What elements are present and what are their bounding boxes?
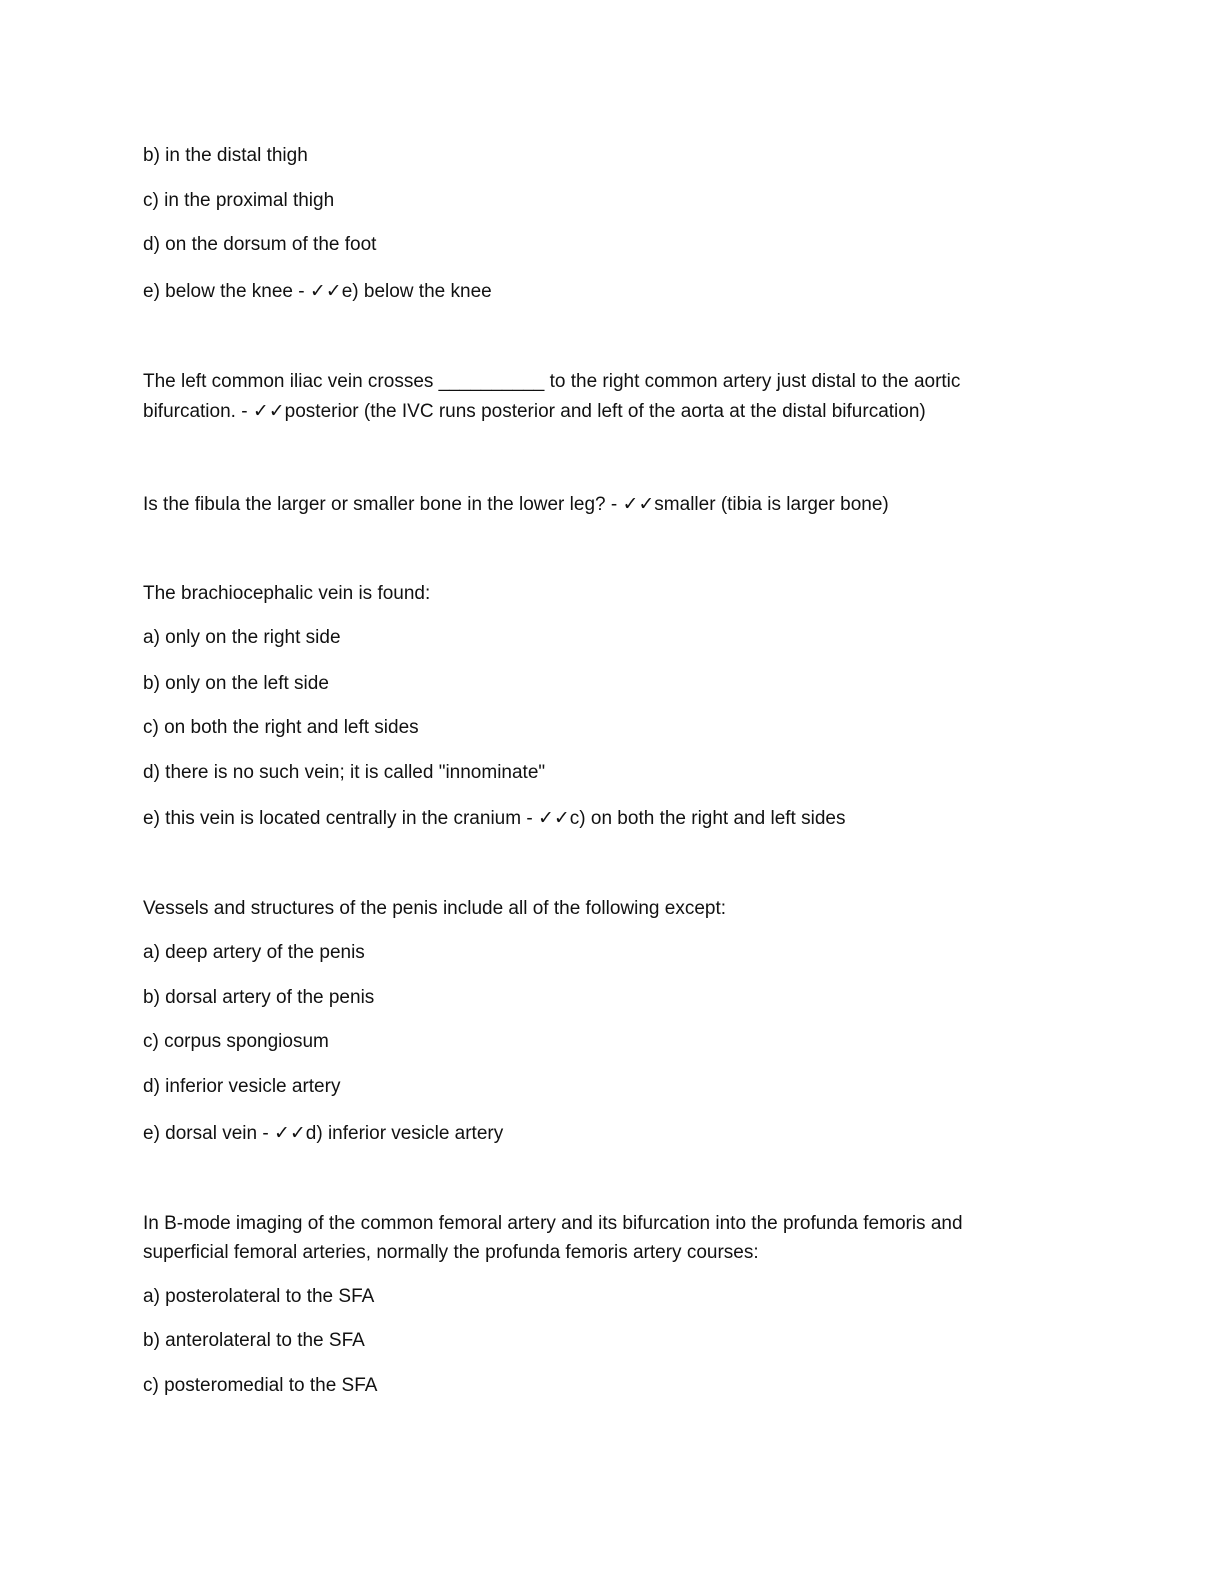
answer-line: e) below the knee - ✓✓e) below the knee	[143, 281, 492, 302]
option-line: a) only on the right side	[143, 627, 341, 648]
option-line: a) deep artery of the penis	[143, 942, 365, 963]
answer-line: bifurcation. - ✓✓posterior (the IVC runs posterior and left of the aorta at the distal bifurcation)	[143, 401, 926, 422]
option-line: d) inferior vesicle artery	[143, 1076, 341, 1097]
option-line: d) on the dorsum of the foot	[143, 234, 377, 255]
question-line: Vessels and structures of the penis include all of the following except:	[143, 898, 727, 919]
option-line: b) anterolateral to the SFA	[143, 1330, 365, 1351]
option-line: c) on both the right and left sides	[143, 717, 419, 738]
option-line: c) corpus spongiosum	[143, 1031, 329, 1052]
option-line: c) posteromedial to the SFA	[143, 1375, 378, 1396]
option-line: b) only on the left side	[143, 673, 329, 694]
question-line: The brachiocephalic vein is found:	[143, 583, 431, 604]
option-line: c) in the proximal thigh	[143, 190, 335, 211]
question-line: In B-mode imaging of the common femoral artery and its bifurcation into the profunda femoris and	[143, 1213, 963, 1234]
option-line: d) there is no such vein; it is called "innominate"	[143, 762, 546, 783]
option-line: b) dorsal artery of the penis	[143, 987, 375, 1008]
answer-line: e) dorsal vein - ✓✓d) inferior vesicle artery	[143, 1123, 504, 1144]
question-answer-line: Is the fibula the larger or smaller bone in the lower leg? - ✓✓smaller (tibia is larger bone)	[143, 494, 889, 515]
option-line: b) in the distal thigh	[143, 145, 308, 166]
answer-line: e) this vein is located centrally in the cranium - ✓✓c) on both the right and left sides	[143, 808, 846, 829]
option-line: a) posterolateral to the SFA	[143, 1286, 375, 1307]
question-line: The left common iliac vein crosses __________ to the right common artery just distal to the aortic	[143, 371, 961, 392]
question-line: superficial femoral arteries, normally the profunda femoris artery courses:	[143, 1242, 759, 1263]
